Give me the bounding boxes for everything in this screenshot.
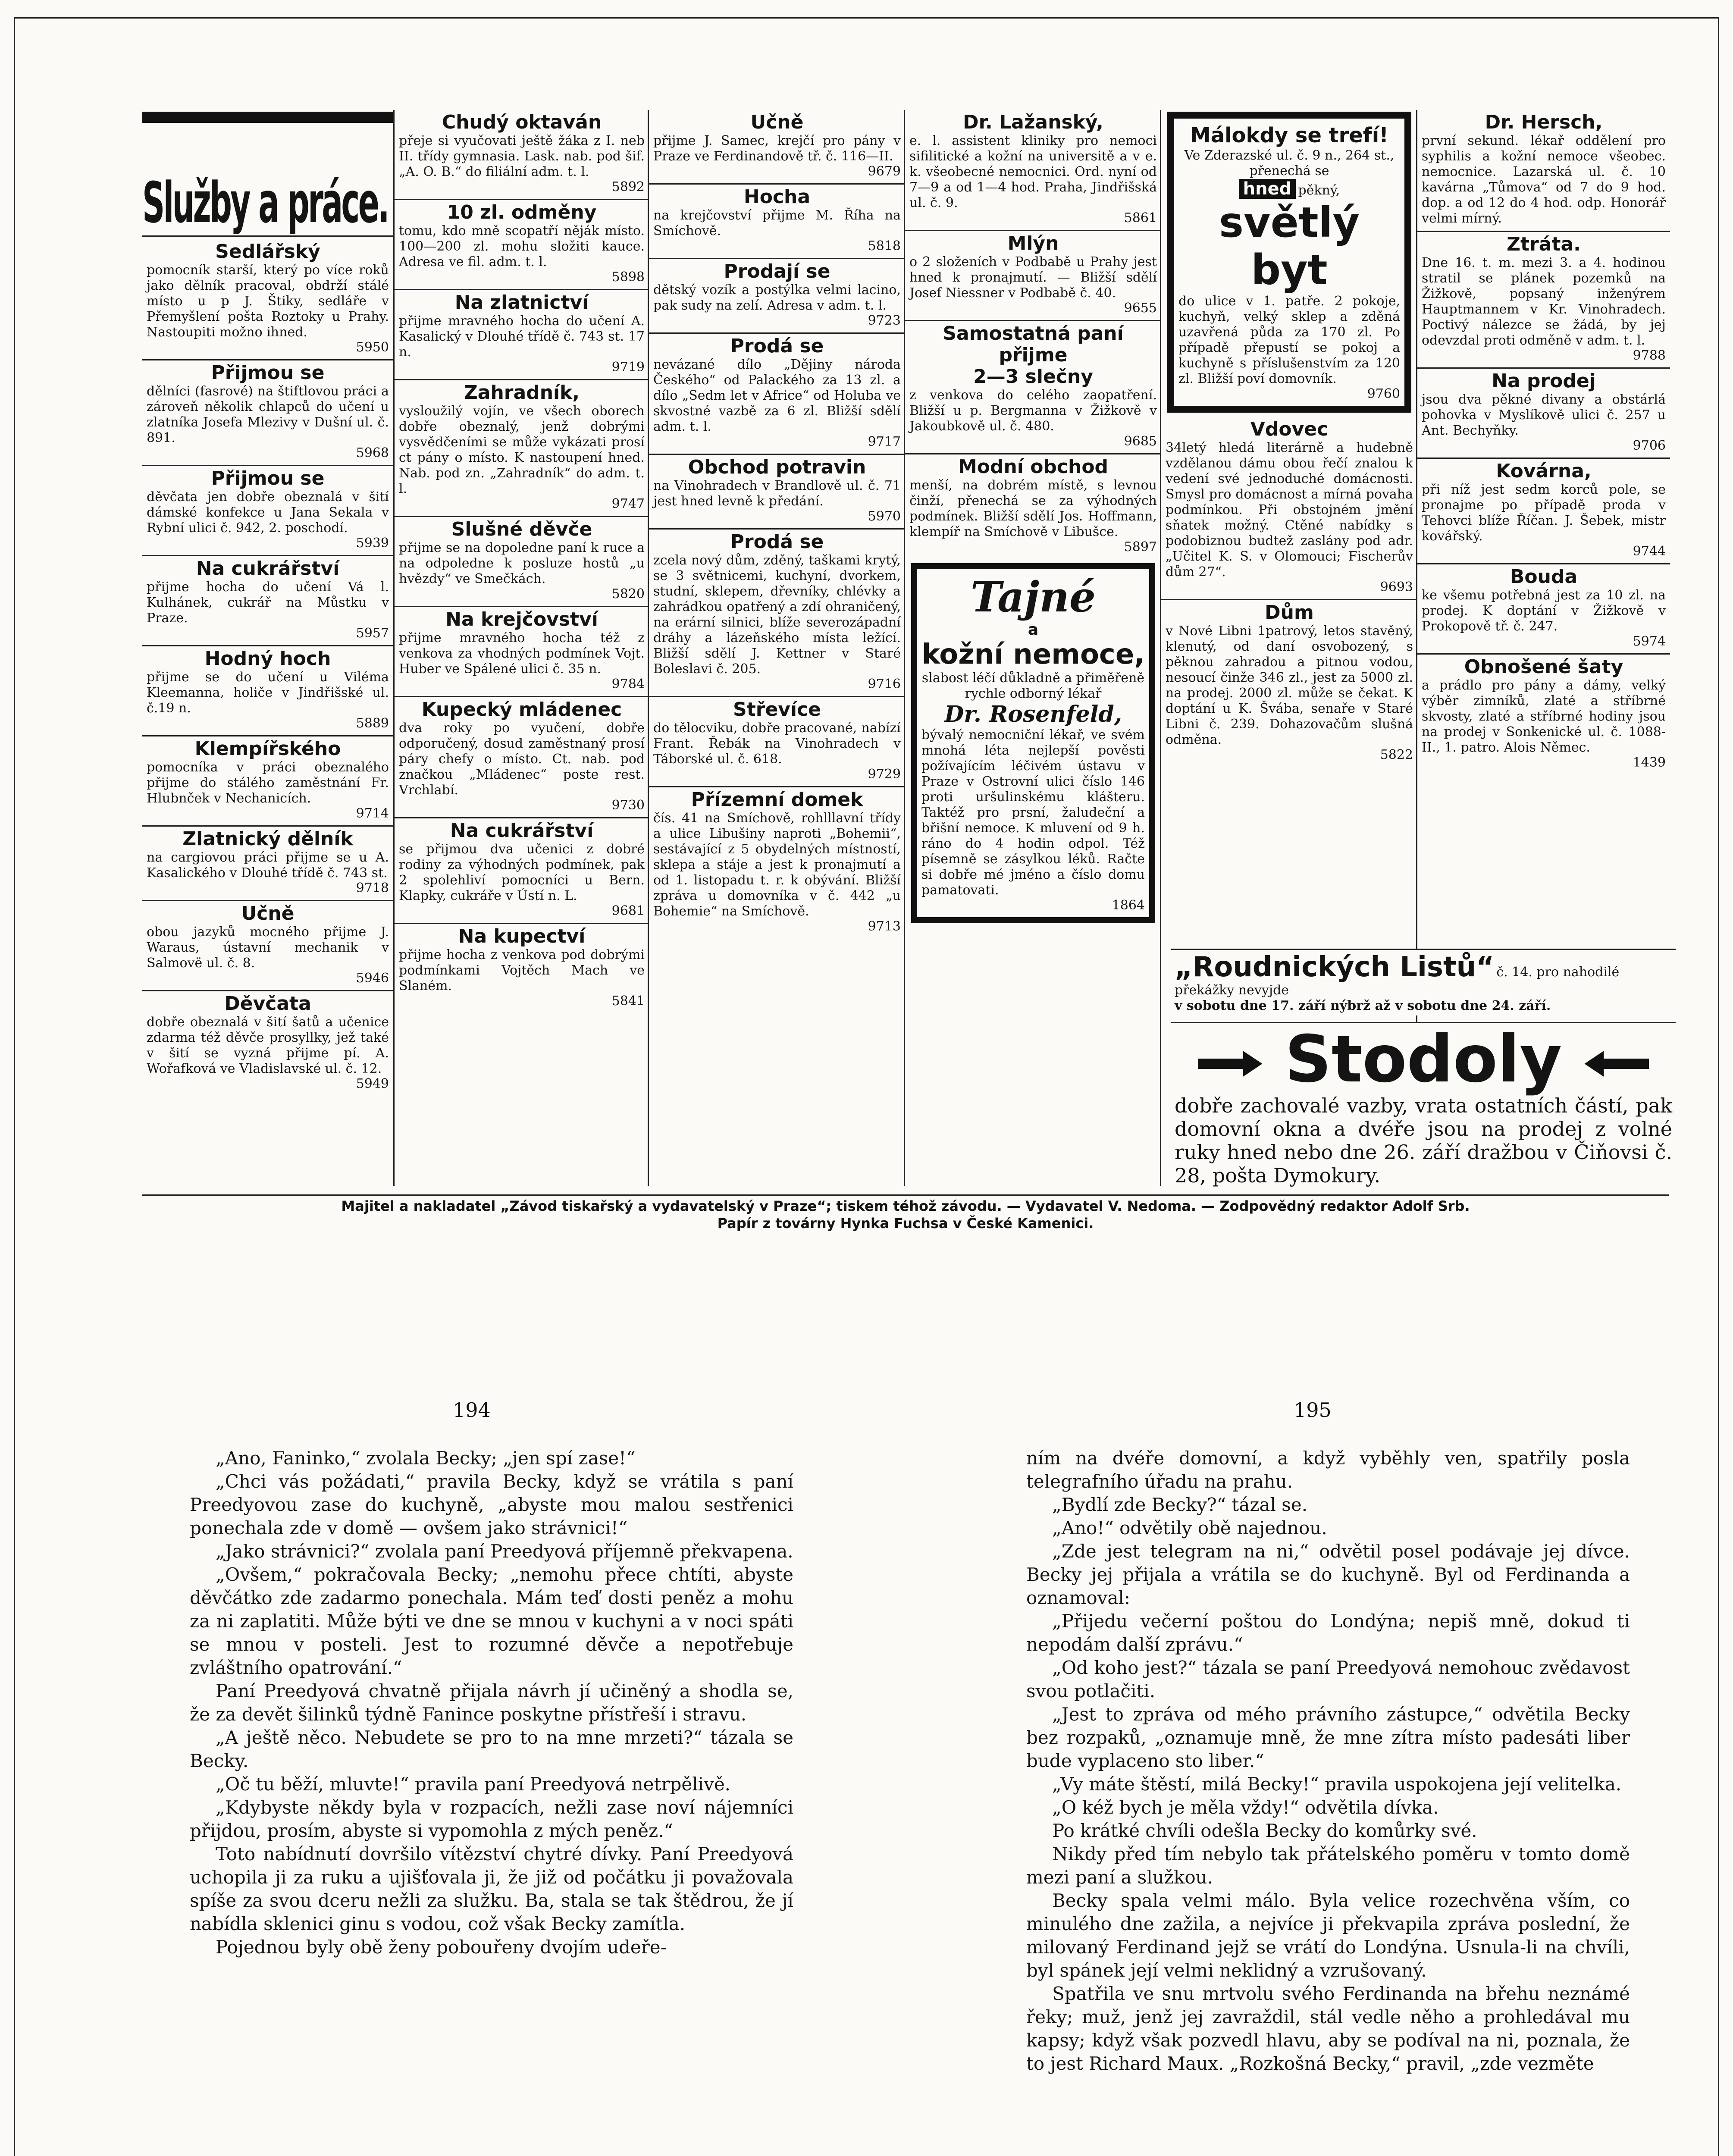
- ad-text: pomocníka v práci obeznalého přijme do stálého zaměstnání Fr. Hlubnček v Nechanicích.: [147, 760, 389, 806]
- paragraph: Toto nabídnutí dovršilo vítězství chytré dívky. Paní Preedyová uchopila ji za ruku a ujišťovala ji, že již od počátku ji považovala spíše za svou dceru nežli za služku. Ba, stala se tak štědrou, že jí nabídla sklenici ginu s vodou, což však Becky zamítla.: [190, 1843, 793, 1934]
- ad-number: 9719: [611, 360, 645, 375]
- ad-heading: Učně: [750, 111, 804, 133]
- divider: [142, 235, 393, 237]
- ad-text: přijme mravného hocha též z venkova za vhodných podmínek Vojt. Huber ve Spálené ulici č. 35 n.: [399, 630, 645, 677]
- right-page-text: [1026, 1447, 1630, 2075]
- classified-ad: [905, 321, 1161, 454]
- ad-heading-2: 2—3 slečny: [973, 366, 1093, 388]
- ad-heading: Učně: [241, 903, 295, 924]
- classified-ad: [1417, 232, 1670, 369]
- classified-ad: [395, 607, 649, 697]
- paragraph: „Přijedu večerní poštou do Londýna; nepiš mně, dokud ti nepodám další zprávu.“: [1026, 1611, 1630, 1655]
- ad-heading: Obchod potravin: [688, 456, 866, 478]
- ad-text: Dne 16. t. m. mezi 3. a 4. hodinou stratil se plánek pozemků na Žižkově, popsaný inženýrem Hauptmannem v Kr. Vinohradech. Poctivý nálezce se žádá, by jej odevzdal proti odměně v adm. t. l.: [1422, 255, 1666, 348]
- ad-number: 5889: [356, 716, 389, 731]
- classified-ad: [395, 380, 649, 517]
- roudnicky-notice: [1171, 949, 1676, 1015]
- paragraph: „Jako strávnici?“ zvolala paní Preedyová příjemně překvapena.: [216, 1541, 793, 1562]
- ad-text: nevázané dílo „Dějiny národa Českého“ od Palackého za 13 zl. a dílo „Sedm let v Africe“ od Holuba ve skvostné vazbě za 6 zl. Bližší sdělí adm. t. l.: [653, 357, 901, 434]
- barn-title: Stodoly: [1175, 1025, 1672, 1094]
- ad-number: 9713: [868, 919, 901, 934]
- ad-heading: Kovárna,: [1496, 460, 1592, 482]
- ad-number: 9723: [868, 313, 901, 328]
- hned-label: hned: [1239, 179, 1296, 199]
- ad-column-4: [904, 110, 1161, 1186]
- ad-number: 5970: [868, 509, 901, 524]
- classified-ad: [905, 231, 1161, 321]
- paragraph: „Bydlí zde Becky?“ tázal se.: [1052, 1494, 1308, 1515]
- ad-number: 5946: [356, 971, 389, 986]
- ad-number: 5974: [1633, 634, 1666, 649]
- ad-text: a prádlo pro pány a dámy, velký výběr zimníků, zlaté a stříbrné skvosty, zlaté a stříbrné hodiny jsou na prodej v Sonkenické ul. č. 1088-II., 1. patro. Alois Němec.: [1422, 678, 1666, 755]
- classified-ad: [905, 110, 1161, 231]
- ad-number: 5820: [611, 586, 645, 602]
- paragraph: „Ano, Faninko,“ zvolala Becky; „jen spí zase!“: [216, 1448, 636, 1469]
- classified-ad: [142, 239, 393, 360]
- ad-number: 1439: [1633, 755, 1666, 770]
- header-rule: [142, 112, 393, 123]
- ad-number: 9747: [611, 496, 645, 511]
- ad-heading: Na cukrářství: [450, 820, 594, 842]
- ad-text: čís. 41 na Smíchově, rohlllavní třídy a ulice Libušiny naproti „Bohemii“, sestávající z 5 obydelných místností, sklepa a stáje a jest k pronajmutí a od 1. listopadu t. r. k obývání. Bližší zpráva u domovníka v č. 442 „u Bohemie“ na Smíchově.: [653, 811, 901, 919]
- classified-ad: [649, 334, 905, 455]
- apartment-big: světlý byt: [1219, 198, 1360, 294]
- ad-heading: Sedlářský: [215, 241, 320, 263]
- ad-heading: Mlýn: [1007, 232, 1059, 254]
- classified-ad: [395, 290, 649, 380]
- box-text-2: bývalý nemocniční lékař, ve svém mnohá léta nejlepší pověsti požívajícím léčivém ústavu v Praze v Ostrovní ulici číslo 146 proti uršulinskému klášteru. Taktéž pro prsní, žaludeční a břišní nemoce. K mluvení od 9 h. ráno do 4 hodin odpol. Též písemně se zásylkou léků. Račte si dobře mé jméno a číslo domu pamatovati.: [921, 727, 1145, 898]
- ad-text: o 2 složeních v Podbabě u Prahy jest hned k pronajmutí. — Bližší sdělí Josef Niessner v Podbabě č. 40.: [909, 254, 1157, 301]
- paragraph: „Od koho jest?“ tázala se paní Preedyová nemohouc zvědavost svou potlačiti.: [1026, 1657, 1630, 1702]
- ad-text: dva roky po vyučení, dobře odporučený, dosud zaměstnaný prosí páry chefy o místo. Ct. nab. pod značkou „Mládenec“ poste rest. Vrchlabí.: [399, 721, 645, 798]
- ad-text: menší, na dobrém místě, s levnou činží, přenechá se za výhodných podmínek. Bližší sdělí Jos. Hoffmann, klempíř na Smíchově v Libušce.: [909, 478, 1157, 539]
- ad-text: přijme J. Samec, krejčí pro pány v Praze ve Ferdinandově tř. č. 116—II.: [653, 133, 901, 164]
- ad-text: tomu, kdo mně sсopatří něják místo. 100—200 zl. mohu složiti kauce. Adresa ve fil. adm. t. l.: [399, 223, 645, 270]
- ad-heading: Prodá se: [730, 335, 824, 357]
- ad-text: při níž jest sedm korců pole, se pronajme po případě proda v Tehovci blíže Říčan. J. Šebek, mistr kovářský.: [1422, 482, 1666, 544]
- ad-text: přijme se na dopoledne paní k ruce a na odpoledne k posluze hostů „u hvězdy“ ve Smečkách.: [399, 540, 645, 586]
- ad-number: 9730: [611, 798, 645, 813]
- ad-number: 9744: [1633, 544, 1666, 559]
- classified-ad: [1161, 600, 1417, 767]
- ad-column-1: [142, 110, 393, 1186]
- classified-ad: [395, 697, 649, 818]
- classified-ad: [142, 827, 393, 901]
- classified-ad: [1417, 564, 1670, 655]
- ad-number: 5822: [1380, 747, 1413, 762]
- paragraph: Becky spala velmi málo. Byla velice rozechvěna vším, co minulého dne zažila, a nejvíce ji překvapila zpráva poslední, že milovaný Ferdinand jejž se vrátí do Londýna. Usnula-li na chvíli, byl spánek její velmi neklidný a vzrušovaný.: [1026, 1890, 1630, 1981]
- paragraph: Spatřila ve snu mrtvolu svého Ferdinanda na břehu neznámé řeky; muž, jenž jej zavraždil, stál vedle něho a prohledával mu kapsy; když však pozvedl hlavu, aby se podíval na ni, poznala, že to jest Richard Maux. „Rozkošná Becky,“ pravil, „zde vezměte: [1026, 1983, 1630, 2074]
- ad-heading: Kupecký mládenec: [421, 699, 622, 721]
- box-title: Tajné: [970, 573, 1096, 621]
- ad-heading: Slušné děvče: [451, 518, 592, 540]
- ad-heading: Na krejčovství: [445, 608, 598, 630]
- apartment-hned-line: [1178, 179, 1400, 199]
- page-number-left: 194: [453, 1398, 491, 1422]
- ad-number: 9729: [868, 767, 901, 782]
- paragraph: Nikdy před tím nebylo tak přátelského poměru v tomto domě mezi paní a služkou.: [1026, 1843, 1630, 1888]
- paragraph: „Zde jest telegram na ni,“ odvětil posel podávaje jej dívce. Becky jej přijala a vrátila se do kuchyně. Byl od Ferdinanda a oznamoval:: [1026, 1541, 1630, 1608]
- ad-text: přijme se do učení u Vilémа Kleemanna, holiče v Jindřišské ul. č.19 n.: [147, 670, 389, 716]
- ad-text: přijme mravného hocha do učení A. Kasalický v Dlouhé třídě č. 743 st. 17 n.: [399, 313, 645, 360]
- ad-heading: Modní obchod: [958, 456, 1109, 478]
- doctor-name: Dr. Rosenfeld,: [944, 701, 1122, 727]
- apartment-address: Ve Zderazské ul. č. 9 n., 264 st., přenechá se: [1184, 148, 1395, 179]
- section-title: Služby a práce.: [142, 170, 388, 235]
- ad-text: pomocník starší, který po více roků jako dělník pracoval, obdrží stálé místo u p J. Štiky, sedláře v Přemyšlení pošta Roztoky u Prahy. Nastoupiti možno ihned.: [147, 263, 389, 340]
- paragraph: „Ano!“ odvětily obě najednou.: [1052, 1517, 1327, 1539]
- roudnicky-line: v sobotu dne 17. září nýbrž až v sobotu dne 24. září.: [1175, 998, 1551, 1013]
- ad-text: z venkova do celého zaopatření. Bližší u p. Bergmanna v Žižkově v Jakoubkově ul. č. 480.: [909, 388, 1157, 434]
- imprint-line-1: Majitel a nakladatel „Závod tiskařský a vydavatelský v Praze“; tiskem téhož závodu. — Vydavatel V. Nedoma. — Zodpovědný redaktor Adolf Srb.: [142, 1194, 1669, 1215]
- ad-number: 5968: [356, 445, 389, 461]
- paragraph: „O kéž bych je měla vždy!“ odvětila dívka.: [1052, 1797, 1439, 1818]
- ad-number: 5841: [611, 993, 645, 1009]
- classified-ad: [1417, 459, 1670, 564]
- ad-text: dětský vozík a postýlka velmi lacino, pak sudy na zelí. Adresa v adm. t. l.: [653, 282, 901, 313]
- ad-text: do tělocviku, dobře pracované, nabízí Frant. Řebák na Vinohradech v Táborské ul. č. 618.: [653, 721, 901, 767]
- classified-ad: [395, 110, 649, 200]
- ad-heading: Dr. Lažanský,: [963, 111, 1103, 133]
- roudnicky-small: č. 14. pro nahodilé překážky nevyjde: [1175, 965, 1620, 998]
- pointing-hand-icon: [1584, 1051, 1649, 1077]
- classified-ad: [905, 454, 1161, 559]
- ad-text: zcela nový dům, zděný, taškami krytý, se 3 světnicemi, kuchyní, dvorkem, studní, sklepem, dřevníky, chlévky a zahrádkou opatřený a zdí ohraničený, na erární silnici, blíže severozápadní dráhy a lázeňského místa ležící. Bližší sdělí J. Kettner v Staré Boleslavi č. 205.: [653, 553, 901, 677]
- ad-number: 5897: [1124, 539, 1157, 555]
- ad-text: obou jazyků mocného přijme J. Waraus, ústavní mechanik v Salmovë ul. č. 8.: [147, 924, 389, 971]
- imprint: [142, 1194, 1669, 1232]
- ad-number: 9685: [1124, 434, 1157, 449]
- ad-number: 5950: [356, 340, 389, 355]
- apartment-line3: pěkný,: [1298, 183, 1340, 198]
- ad-heading: Na prodej: [1492, 370, 1596, 392]
- ad-heading: Dr. Hersch,: [1485, 111, 1603, 133]
- ad-number: 5957: [356, 626, 389, 641]
- classified-ad: [649, 530, 905, 697]
- classified-ad: [1417, 110, 1670, 232]
- ad-heading: Hodný hoch: [204, 648, 331, 670]
- ad-number: 1864: [1112, 898, 1145, 913]
- ad-number: 5939: [356, 536, 389, 551]
- ad-heading: Přijmou se: [211, 467, 325, 489]
- ad-text: 34letý hledá literárně a hudebně vzdělanou dámu obou řečí znalou k vedení své jednoduché domácnosti. Smysl pro domácnost a mírná povaha podmínkou. Při obstojném jmění sňatek možný. Ctěné nabídky s podobiznou budtež zaslány pod adr. „Učitel K. S. v Olomouci; Fischerův dům 27“.: [1166, 440, 1413, 580]
- ad-number: 9679: [868, 164, 901, 179]
- ad-heading: Chudý oktaván: [442, 111, 602, 133]
- ad-number: 9681: [611, 903, 645, 918]
- paragraph: „Jest to zpráva od mého právního zástupce,“ odvětila Becky bez rozpaků, „oznamuje mně, že mne zítra místo padesáti liber bude vyplaceno sto liber.“: [1026, 1704, 1630, 1771]
- classified-ad: [649, 110, 905, 185]
- classified-ad: [142, 736, 393, 827]
- ad-text: na cargiovou práci přijme se u A. Kasalického v Dlouhé třídě č. 743 st.: [147, 850, 389, 881]
- classified-ad: [142, 991, 393, 1096]
- barn-text: dobře zachovalé vazby, vrata ostatních částí, pak domovní okna a dvéře jsou na prodej z volné ruky hned nebo dne 26. září dražbou v Čiňovsi č. 28, pošta Dymokury.: [1175, 1094, 1672, 1187]
- ad-heading: Na zlatnictví: [454, 291, 589, 313]
- ad-heading: Vdovec: [1250, 418, 1329, 440]
- ad-heading: Obnošené šaty: [1464, 656, 1623, 678]
- ad-heading: Na cukrářství: [196, 558, 340, 580]
- classified-ad: [1417, 369, 1670, 459]
- ad-text: dělníci (fasrové) na štiftlovou práci a zároveň několik chlapců do učení u zlatníka Josefa Mlezivy v Dušní ul. č. 891.: [147, 384, 389, 445]
- classified-ad: [142, 556, 393, 646]
- classified-ad: [395, 200, 649, 290]
- ad-heading: Střevíce: [733, 699, 821, 721]
- imprint-line-2: Papír z továrny Hynka Fuchsa v České Kamenici.: [717, 1215, 1094, 1232]
- ad-heading: Prodají se: [724, 260, 830, 282]
- apartment-box: [1167, 112, 1411, 413]
- ad-number: 5898: [611, 270, 645, 285]
- ad-heading: Ztráta.: [1507, 233, 1581, 255]
- ad-number: 9655: [1124, 301, 1157, 316]
- classified-ad: [649, 185, 905, 259]
- ad-heading: Hocha: [743, 186, 811, 208]
- ad-heading: Zahradník,: [464, 382, 580, 404]
- ad-number: 5861: [1124, 210, 1157, 226]
- ad-number: 9693: [1380, 580, 1413, 595]
- ad-text: ke všemu potřebná jest za 10 zl. na prodej. K doptání v Žižkově v Prokopově tř. č. 247.: [1422, 588, 1666, 634]
- box-text: slabost léčí důkladně a přiměřeně rychle odborný lékař: [921, 671, 1145, 701]
- ad-number: 9784: [611, 677, 645, 692]
- apartment-headline: Málokdy se trefí!: [1190, 123, 1389, 147]
- ad-text: na Vinohradech v Brandlově ul. č. 71 jest hned levně k předání.: [653, 478, 901, 509]
- box-title-2: kožní nemoce,: [921, 639, 1145, 671]
- ad-heading: Klempířského: [194, 738, 341, 760]
- ad-text: jsou dva pěkné divany a obstárlá pohovka v Myslíkově ulici č. 257 u Ant. Bechyňky.: [1422, 392, 1666, 438]
- ad-number: 9714: [356, 806, 389, 821]
- ad-column-3: [648, 110, 905, 1186]
- ad-heading: Prodá se: [730, 531, 824, 553]
- ad-heading: Na kupectví: [458, 925, 586, 947]
- ad-number: 9717: [868, 434, 901, 449]
- ad-text: se přijmou dva učenici z dobré rodiny za výhodných podmínek, pak 2 spolehliví pomocníci u Bern. Klapky, cukráře v Ústí n. L.: [399, 842, 645, 903]
- classified-ad: [649, 455, 905, 530]
- ad-text: přeje si vyučovati ještě žáka z I. neb II. třídy gymnasia. Lask. nab. pod šif. „A. O. B.“ do filiální adm. t. l.: [399, 133, 645, 179]
- ad-number: 9760: [1367, 386, 1400, 401]
- paragraph: Paní Preedyová chvatně přijala návrh jí učiněný a shodla se, že za devět šilinků týdně Fanince poskytne přístřeší i stravu.: [190, 1680, 793, 1725]
- ad-heading: Přízemní domek: [691, 789, 863, 811]
- classified-ad: [649, 787, 905, 938]
- paragraph: ním na dvéře domovní, a když vyběhly ven, spatřily posla telegrafního úřadu na prahu.: [1026, 1448, 1630, 1492]
- classified-ad: [142, 466, 393, 556]
- classified-ad: [649, 259, 905, 334]
- ad-text: děvčata jen dobře obeznalá v šití dámské konfekce u Jana Sekala v Rybní ulici č. 942, 2. poschodí.: [147, 489, 389, 536]
- ad-column-2: [393, 110, 649, 1186]
- ad-heading: Přijmou se: [211, 362, 325, 384]
- ad-heading: 10 zl. odměny: [447, 201, 597, 223]
- left-page-text: [190, 1447, 793, 1959]
- ad-text: e. l. assistent kliniky pro nemoci sifilitické a kožní na universitě a v e. k. všeobecné nemocnici. Ord. nyní od 7—9 a od 1—4 hod. Praha, Jindřišská ul. č. 9.: [909, 133, 1157, 210]
- ad-heading: Samostatná paní přijme: [943, 323, 1124, 366]
- ad-number: 9716: [868, 677, 901, 692]
- classified-ad: [395, 517, 649, 607]
- paragraph: „A ještě něco. Nebudete se pro to na mne mrzeti?“ tázala se Becky.: [190, 1727, 793, 1771]
- ad-heading: Zlatnický dělník: [182, 828, 353, 850]
- pointing-hand-icon: [1198, 1051, 1263, 1077]
- page-number-right: 195: [1294, 1398, 1332, 1422]
- barn-ad: [1171, 1022, 1676, 1189]
- apartment-text: do ulice v 1. patře. 2 pokoje, kuchyň, velký sklep a zděná uzavřená půda za 170 zl. Po případě přepustí se pokoj a kuchyně s příslušenstvím za 120 zl. Bližší poví domovník.: [1178, 294, 1400, 386]
- ad-heading: Bouda: [1510, 566, 1578, 588]
- ad-number: 9788: [1633, 348, 1666, 363]
- ad-number: 9718: [356, 881, 389, 896]
- ad-heading: Děvčata: [224, 993, 311, 1015]
- paragraph: Po krátké chvíli odešla Becky do komůrky své.: [1052, 1820, 1477, 1841]
- ad-number: 9706: [1633, 438, 1666, 453]
- ad-text: první sekund. lékař oddělení pro syphilis a kožní nemoce všeobec. nemocnice. Lazarská ul. č. 10 kavárna „Tůmova“ od 7 do 9 hod. dop. a od 12 do 4 hod. odp. Honorář velmi mírný.: [1422, 133, 1666, 226]
- paragraph: „Chci vás požádati,“ pravila Becky, když se vrátila s paní Preedyovou zase do kuchyně, „abyste mou malou sestřenici ponechala zde v domě — ovšem jako strávnici!“: [190, 1471, 793, 1539]
- ad-number: 5892: [611, 179, 645, 194]
- classified-ad: [1161, 417, 1417, 600]
- classified-ad: [142, 646, 393, 736]
- ad-heading: Dům: [1265, 602, 1314, 624]
- ad-text: na krejčovství přijme M. Říha na Smíchově.: [653, 208, 901, 238]
- classified-ad: [395, 924, 649, 1013]
- ad-text: dobře obeznalá v šití šatů a učenice zdarma též děvče prosyllky, jež také v šití se vyzná přijme pí. A. Wořafková ve Vladislavské ul. č. 12.: [147, 1015, 389, 1076]
- ad-text: vysloužilý vojín, ve všech oborech dobře obeznalý, jenž dobrými vysvědčeními se může vykázati prosí ct pány o místo. K nastoupení hned. Nab. pod zn. „Zahradník“ do adm. t. l.: [399, 404, 645, 496]
- classified-ad: [142, 901, 393, 991]
- paragraph: Pojednou byly obě ženy pobouřeny dvojím udeře-: [216, 1937, 667, 1958]
- ad-text: v Nové Libni 1patrový, letos stavěný, klenutý, od daní osvobozený, s pěknou zahradou a pitnou vodou, nesoucí činže 346 zl., jest za 5000 zl. na prodej. 2000 zl. může se čekat. K doptání u K. Švába, senaře v Staré Libni č. 239. Dohazovačům slušná odměna.: [1166, 624, 1413, 747]
- paragraph: „Ovšem,“ pokračovala Becky; „nemohu přece chtíti, abyste děvčátko zde zadarmo ponechala. Mám teď dosti peněz a mohu za ni zaplatiti. Může býti ve dne se mnou v kuchyni a v noci spáti se mnou v posteli. Jest to rozumné děvče a nepotřebuje zvláštního opatrování.“: [190, 1564, 793, 1678]
- ad-number: 5818: [868, 238, 901, 254]
- classified-ad: [142, 360, 393, 466]
- classified-ad: [1417, 655, 1670, 774]
- box-subtitle: a: [1028, 621, 1039, 639]
- venereal-doctor-box: [911, 563, 1155, 923]
- ad-text: přijme hocha z venkova pod dobrými podmínkami Vojtěch Mach ve Slaném.: [399, 947, 645, 993]
- paragraph: „Oč tu běží, mluvte!“ pravila paní Preedyová netrpělivě.: [216, 1774, 731, 1795]
- ad-number: 5949: [356, 1076, 389, 1091]
- ad-text: přijme hocha do učení Vá l. Kulhánek, cukrář na Můstku v Praze.: [147, 580, 389, 626]
- classified-ad: [395, 818, 649, 924]
- classified-ad: [649, 697, 905, 787]
- paragraph: „Vy máte štěstí, milá Becky!“ pravila uspokojena její velitelka.: [1052, 1774, 1622, 1795]
- paragraph: „Kdybyste někdy byla v rozpacích, nežli zase noví nájemníci přijdou, prosím, abyste si vypomohla z mých peněz.“: [190, 1797, 793, 1841]
- roudnicky-title: „Roudnických Listů“: [1175, 951, 1495, 983]
